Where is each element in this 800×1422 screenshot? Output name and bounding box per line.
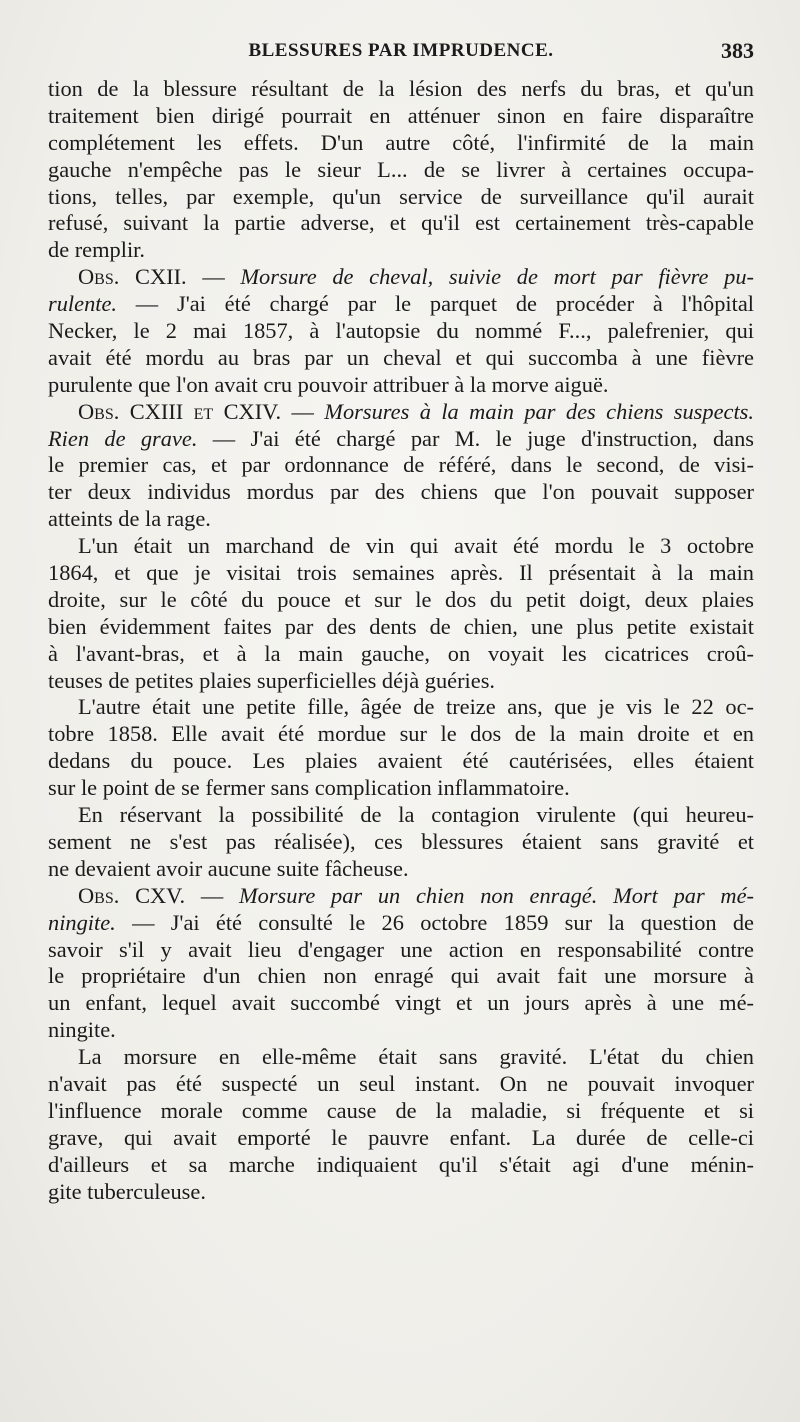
italic-text: Rien de grave. (48, 425, 198, 451)
text-run: savoir s'il y avait lieu d'engager une action en responsabilité contre (48, 936, 754, 962)
text-line (48, 721, 754, 748)
text-run: d'ailleurs et sa marche indiquaient qu'il s'était agi d'une ménin- (48, 1151, 754, 1177)
text-line (48, 1098, 754, 1125)
text-run: — J'ai été chargé par le parquet de procéder à l'hôpital (117, 291, 754, 317)
text-run: tions, telles, par exemple, qu'un service de surveillance qu'il aurait (48, 183, 754, 209)
text-run: atteints de la rage. (48, 506, 211, 532)
text-line (48, 264, 754, 291)
text-line (48, 1179, 754, 1206)
text-line (48, 802, 754, 829)
observation-label: Obs. CXV. (78, 882, 186, 908)
italic-text: rulente. (48, 291, 118, 317)
observation-label: Obs. CXIII et CXIV. (78, 398, 282, 424)
running-head: BLESSURES PAR IMPRUDENCE. (248, 40, 554, 61)
text-run: — (185, 882, 239, 908)
text-line (48, 963, 754, 990)
text-line (48, 883, 754, 910)
text-run: — (186, 264, 241, 290)
text-run: le propriétaire d'un chien non enragé qui avait fait une morsure à (48, 963, 754, 989)
text-line (48, 426, 754, 453)
text-run: le premier cas, et par ordonnance de référé, dans le second, de visi- (48, 452, 754, 478)
text-run: Necker, le 2 mai 1857, à l'autopsie du nommé F..., palefrenier, qui (48, 318, 754, 344)
text-run: un enfant, lequel avait succombé vingt et un jours après à une mé- (48, 990, 754, 1016)
italic-text: Morsures à la main par des chiens suspects. (324, 398, 754, 424)
text-run: de remplir. (48, 237, 145, 263)
text-line (48, 1152, 754, 1179)
text-line (48, 399, 754, 426)
text-run: l'influence morale comme cause de la maladie, si fréquente et si (48, 1097, 754, 1123)
text-run: La morsure en elle-même était sans gravité. L'état du chien (78, 1044, 754, 1070)
text-run: tobre 1858. Elle avait été mordue sur le dos de la main droite et en (48, 721, 754, 747)
text-run: droite, sur le côté du pouce et sur le dos du petit doigt, deux plaies (48, 586, 754, 612)
text-run: — J'ai été chargé par M. le juge d'instruction, dans (197, 425, 754, 451)
text-line (48, 103, 754, 130)
text-line (48, 318, 754, 345)
text-run: L'un était un marchand de vin qui avait été mordu le 3 octobre (78, 533, 754, 559)
text-line (48, 76, 754, 103)
text-run: traitement bien dirigé pourrait en atténuer sinon en faire disparaître (48, 102, 754, 128)
text-line (48, 1044, 754, 1071)
body-text (48, 76, 754, 1205)
text-line (48, 614, 754, 641)
text-run: ter deux individus mordus par des chiens que l'on pouvait supposer (48, 479, 754, 505)
text-run: à l'avant-bras, et à la main gauche, on voyait les cicatrices croû- (48, 640, 754, 666)
text-line (48, 506, 754, 533)
text-run: grave, qui avait emporté le pauvre enfant. La durée de celle-ci (48, 1124, 754, 1150)
text-run: sement ne s'est pas réalisée), ces blessures étaient sans gravité et (48, 828, 754, 854)
text-line (48, 990, 754, 1017)
text-run: purulente que l'on avait cru pouvoir attribuer à la morve aiguë. (48, 371, 609, 397)
text-line (48, 1071, 754, 1098)
text-run: complétement les effets. D'un autre côté, l'infirmité de la main (48, 129, 754, 155)
text-line (48, 184, 754, 211)
text-line (48, 829, 754, 856)
italic-text: ningite. (48, 909, 116, 935)
text-line (48, 1125, 754, 1152)
text-line (48, 210, 754, 237)
text-run: ne devaient avoir aucune suite fâcheuse. (48, 855, 409, 881)
text-line (48, 748, 754, 775)
text-line (48, 587, 754, 614)
text-line (48, 775, 754, 802)
text-line (48, 157, 754, 184)
text-run: gauche n'empêche pas le sieur L... de se livrer à certaines occupa- (48, 156, 754, 182)
text-line (48, 560, 754, 587)
text-line (48, 1017, 754, 1044)
text-run: gite tuberculeuse. (48, 1178, 206, 1204)
text-line (48, 856, 754, 883)
text-line (48, 694, 754, 721)
text-run: En réservant la possibilité de la contagion virulente (qui heureu- (78, 802, 754, 828)
text-run: teuses de petites plaies superficielles déjà guéries. (48, 667, 496, 693)
page-header (48, 38, 754, 68)
italic-text: Morsure de cheval, suivie de mort par fièvre pu- (240, 264, 754, 290)
text-line (48, 130, 754, 157)
observation-label: Obs. CXII. (78, 264, 187, 290)
italic-text: Morsure par un chien non enragé. Mort par mé- (238, 882, 755, 908)
text-run: dedans du pouce. Les plaies avaient été cautérisées, elles étaient (48, 748, 754, 774)
text-line (48, 345, 754, 372)
page-number: 383 (721, 38, 754, 63)
text-line (48, 452, 754, 479)
text-run: avait été mordu au bras par un cheval et qui succomba à une fièvre (48, 344, 754, 370)
text-line (48, 937, 754, 964)
text-run: refusé, suivant la partie adverse, et qu'il est certainement très-capable (48, 210, 754, 236)
text-run: L'autre était une petite fille, âgée de treize ans, que je vis le 22 oc- (78, 694, 754, 720)
text-run: — J'ai été consulté le 26 octobre 1859 sur la question de (115, 909, 754, 935)
text-run: — (281, 398, 325, 424)
text-line (48, 237, 754, 264)
text-line (48, 479, 754, 506)
text-run: ningite. (48, 1017, 116, 1043)
text-line (48, 910, 754, 937)
text-line (48, 668, 754, 695)
text-run: n'avait pas été suspecté un seul instant. On ne pouvait invoquer (48, 1070, 754, 1096)
text-run: bien évidemment faites par des dents de chien, une plus petite existait (48, 613, 754, 639)
text-line (48, 291, 754, 318)
text-line (48, 372, 754, 399)
text-run: tion de la blessure résultant de la lésion des nerfs du bras, et qu'un (48, 76, 754, 101)
text-line (48, 533, 754, 560)
text-run: sur le point de se fermer sans complication inflammatoire. (48, 775, 570, 801)
text-run: 1864, et que je visitai trois semaines après. Il présentait à la main (48, 560, 754, 586)
text-line (48, 641, 754, 668)
